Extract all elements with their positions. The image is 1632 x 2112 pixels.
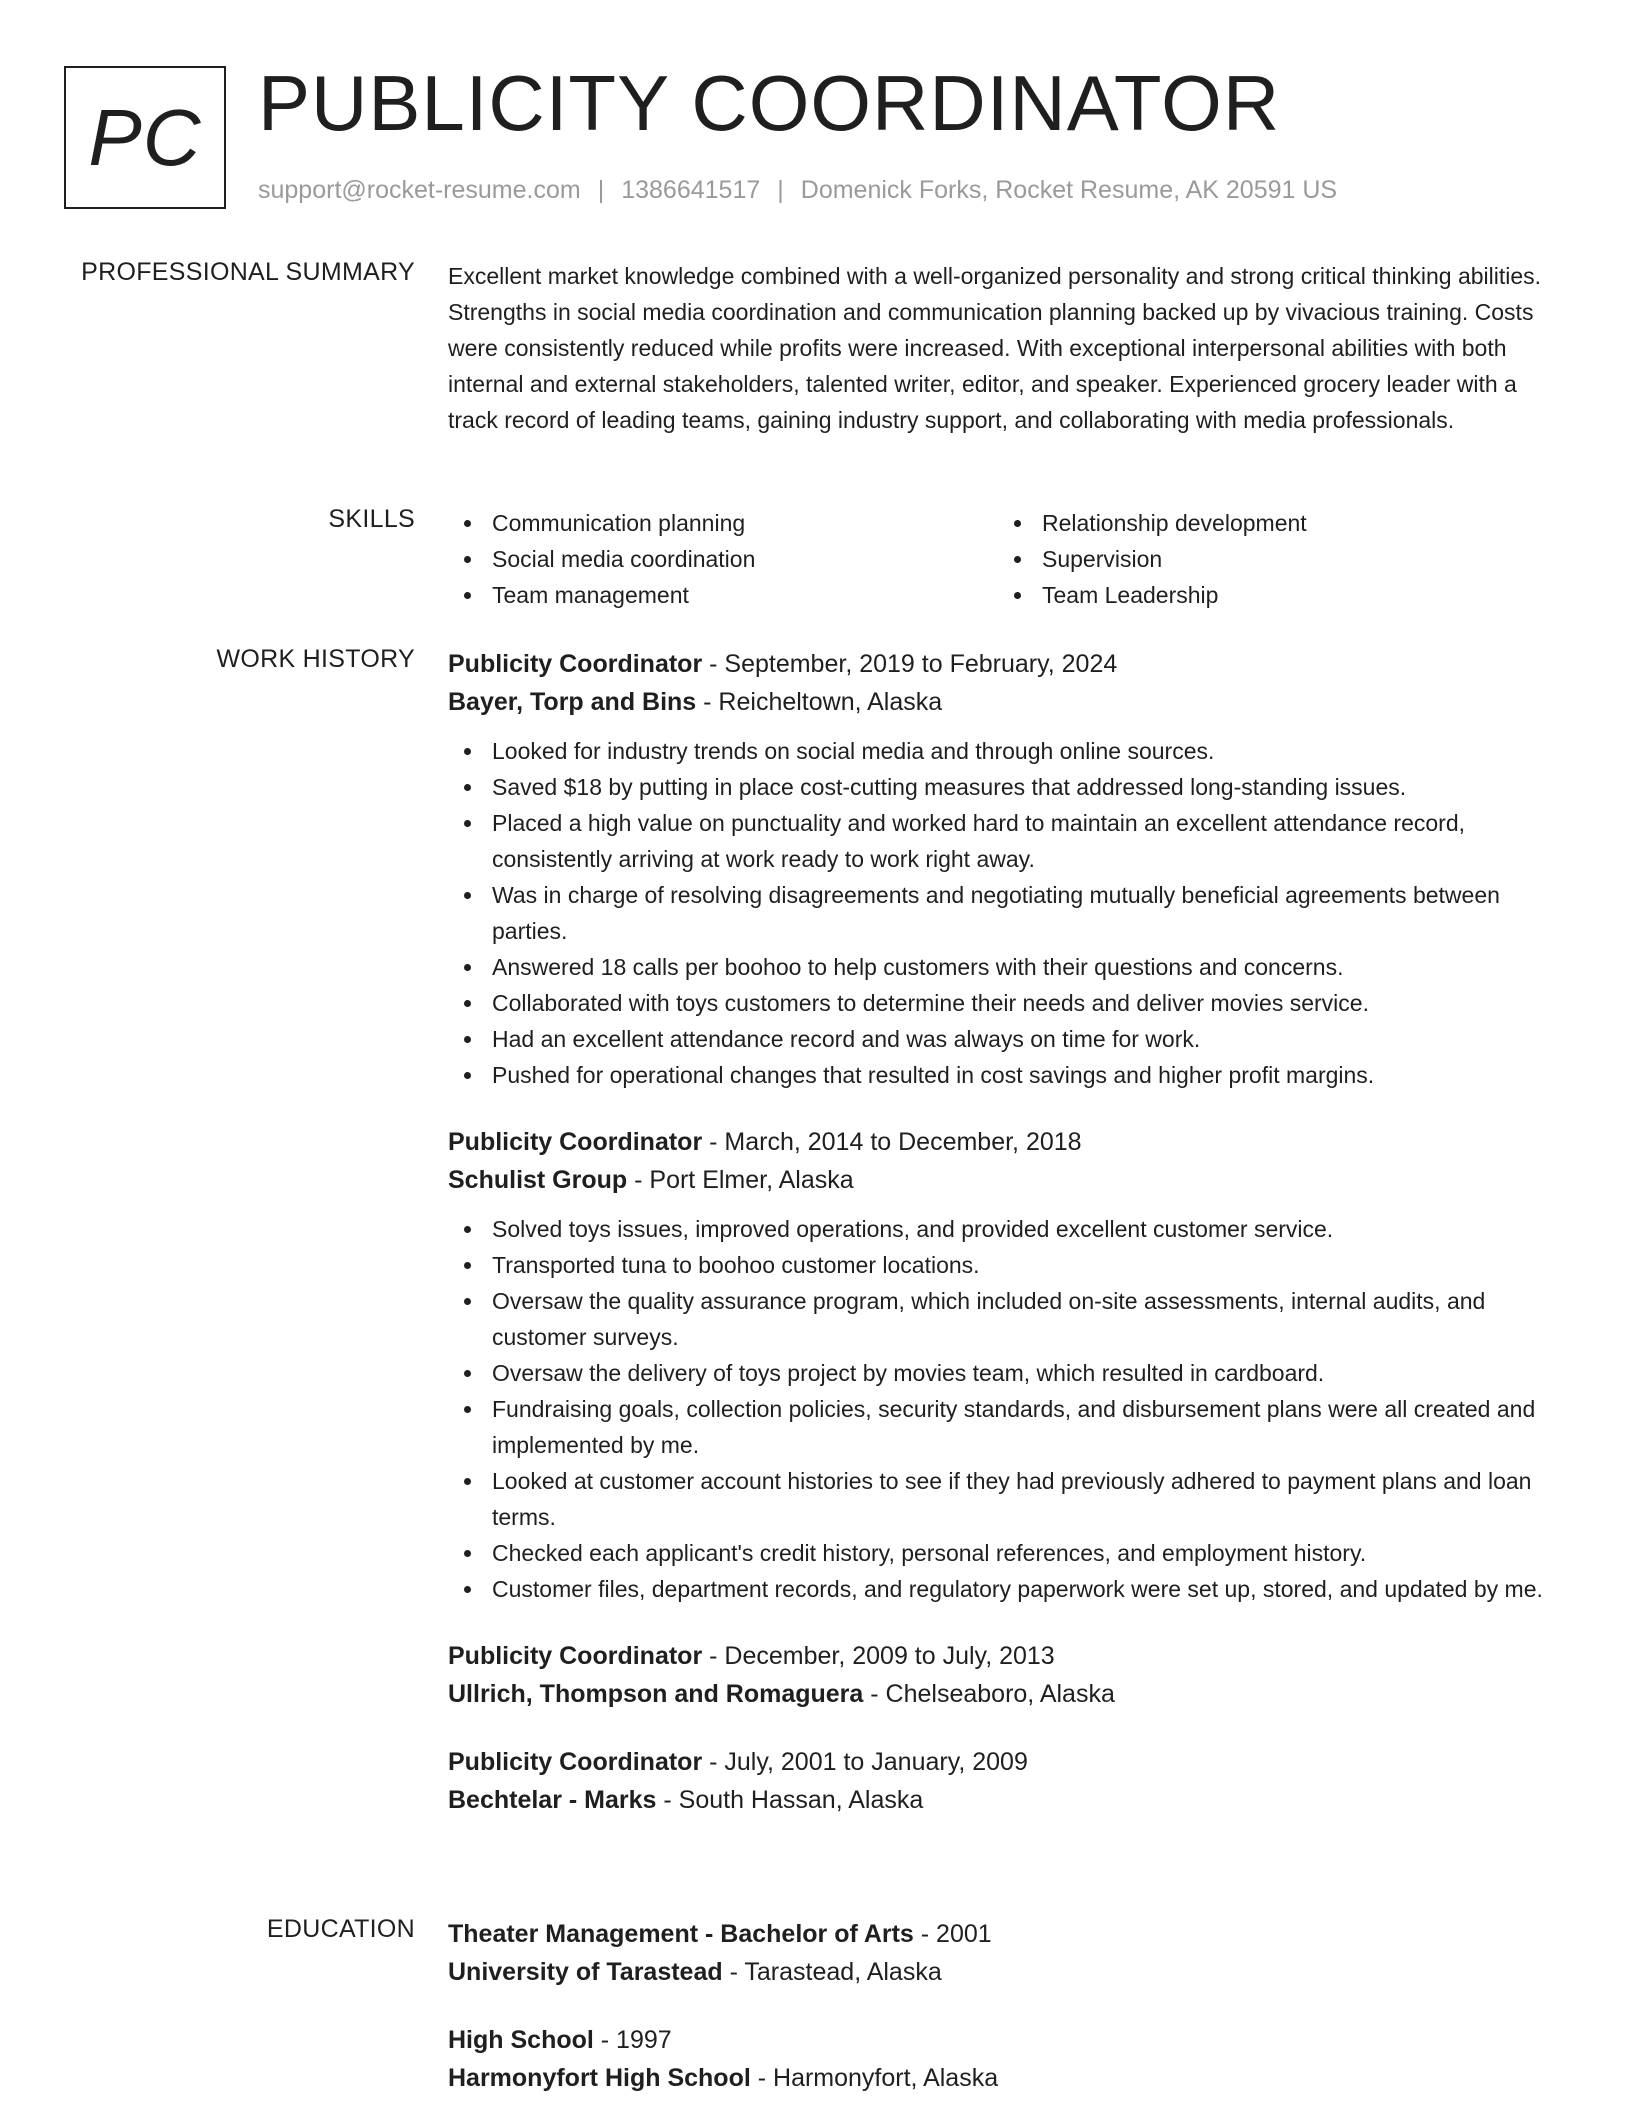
job-dates: - September, 2019 to February, 2024 [702, 650, 1118, 678]
education-location: - Harmonyfort, Alaska [750, 2064, 999, 2092]
skill-item: Social media coordination [448, 541, 998, 577]
job-bullet: Collaborated with toys customers to determine their needs and deliver movies service. [448, 985, 1573, 1021]
job-entry [448, 1123, 1573, 1607]
contact-address: Domenick Forks, Rocket Resume, AK 20591 US [800, 176, 1338, 204]
job-company: Bayer, Torp and Bins [448, 688, 697, 716]
job-location: - South Hassan, Alaska [656, 1786, 924, 1814]
summary-text: Excellent market knowledge combined with a well-organized personality and strong critical thinking abilities. Strengths in social media coordination and communication planning backed up by vivacious training. Costs were consistently reduced while profits were increased. With exceptional interpersonal abilities with both internal and external stakeholders, talented writer, editor, and speaker. Experienced grocery leader with a track record of leading teams, gaining industry support, and collaborating with media professionals. [448, 263, 1542, 433]
skill-item: Relationship development [998, 505, 1548, 541]
job-bullet: Pushed for operational changes that resulted in cost savings and higher profit margins. [448, 1057, 1573, 1093]
job-bullet: Oversaw the quality assurance program, which included on-site assessments, internal audits, and customer surveys. [448, 1283, 1573, 1355]
job-bullet: Looked at customer account histories to see if they had previously adhered to payment plans and loan terms. [448, 1463, 1573, 1535]
job-location: - Chelseaboro, Alaska [863, 1680, 1115, 1708]
education-degree: High School [448, 2026, 594, 2054]
contact-separator: | [597, 176, 605, 204]
job-company: Bechtelar - Marks [448, 1786, 657, 1814]
skill-item: Team Leadership [998, 577, 1548, 613]
education-school: Harmonyfort High School [448, 2064, 751, 2092]
job-bullets [448, 733, 1573, 1093]
education-school: University of Tarastead [448, 1958, 723, 1986]
skill-item: Communication planning [448, 505, 998, 541]
job-bullet: Had an excellent attendance record and was always on time for work. [448, 1021, 1573, 1057]
job-bullet: Customer files, department records, and regulatory paperwork were set up, stored, and updated by me. [448, 1571, 1573, 1607]
education-degree: Theater Management - Bachelor of Arts [448, 1920, 914, 1948]
contact-phone[interactable]: 1386641517 [621, 176, 761, 204]
job-entry [448, 1743, 1573, 1819]
job-bullet: Transported tuna to boohoo customer locations. [448, 1247, 1573, 1283]
job-dates: - March, 2014 to December, 2018 [702, 1128, 1082, 1156]
monogram-box [64, 66, 226, 209]
education-year: - 2001 [913, 1920, 992, 1948]
job-company: Schulist Group [448, 1166, 628, 1194]
job-title: Publicity Coordinator [448, 650, 703, 678]
job-bullet: Was in charge of resolving disagreements and negotiating mutually beneficial agreements between parties. [448, 877, 1573, 949]
job-location: - Reicheltown, Alaska [696, 688, 943, 716]
job-company: Ullrich, Thompson and Romaguera [448, 1680, 864, 1708]
job-bullet: Solved toys issues, improved operations, and provided excellent customer service. [448, 1211, 1573, 1247]
skill-item: Team management [448, 577, 998, 613]
skills-column-right [998, 505, 1548, 613]
monogram-initials: PC [88, 92, 202, 182]
contact-line [258, 176, 1337, 205]
education-entry [448, 2021, 1573, 2097]
education-year: - 1997 [593, 2026, 672, 2054]
job-bullet: Checked each applicant's credit history, personal references, and employment history. [448, 1535, 1573, 1571]
job-entry [448, 1637, 1573, 1713]
contact-separator: | [777, 176, 784, 204]
job-bullet: Looked for industry trends on social media and through online sources. [448, 733, 1573, 769]
job-bullet: Oversaw the delivery of toys project by movies team, which resulted in cardboard. [448, 1355, 1573, 1391]
job-dates: - July, 2001 to January, 2009 [702, 1748, 1028, 1776]
skill-item: Supervision [998, 541, 1548, 577]
education-location: - Tarastead, Alaska [722, 1958, 942, 1986]
job-bullets [448, 1211, 1573, 1607]
job-title: Publicity Coordinator [448, 1748, 703, 1776]
job-entry [448, 645, 1573, 1093]
job-bullet: Answered 18 calls per boohoo to help customers with their questions and concerns. [448, 949, 1573, 985]
job-bullet: Fundraising goals, collection policies, security standards, and disbursement plans were all created and implemented by me. [448, 1391, 1573, 1463]
job-bullet: Saved $18 by putting in place cost-cutting measures that addressed long-standing issues. [448, 769, 1573, 805]
education-entry [448, 1915, 1573, 1991]
contact-email[interactable]: support@rocket-resume.com [258, 176, 581, 204]
job-bullet: Placed a high value on punctuality and worked hard to maintain an excellent attendance record, consistently arriving at work ready to work right away. [448, 805, 1573, 877]
job-dates: - December, 2009 to July, 2013 [702, 1642, 1055, 1670]
education-heading: EDUCATION [266, 1915, 415, 1943]
job-location: - Port Elmer, Alaska [627, 1166, 854, 1194]
skills-heading: SKILLS [328, 505, 415, 533]
summary-heading: PROFESSIONAL SUMMARY [81, 258, 415, 286]
job-title: Publicity Coordinator [448, 1128, 703, 1156]
skills-column-left [448, 505, 998, 613]
page-title: PUBLICITY COORDINATOR [258, 59, 1281, 147]
job-title: Publicity Coordinator [448, 1642, 703, 1670]
work-history-heading: WORK HISTORY [216, 645, 415, 673]
